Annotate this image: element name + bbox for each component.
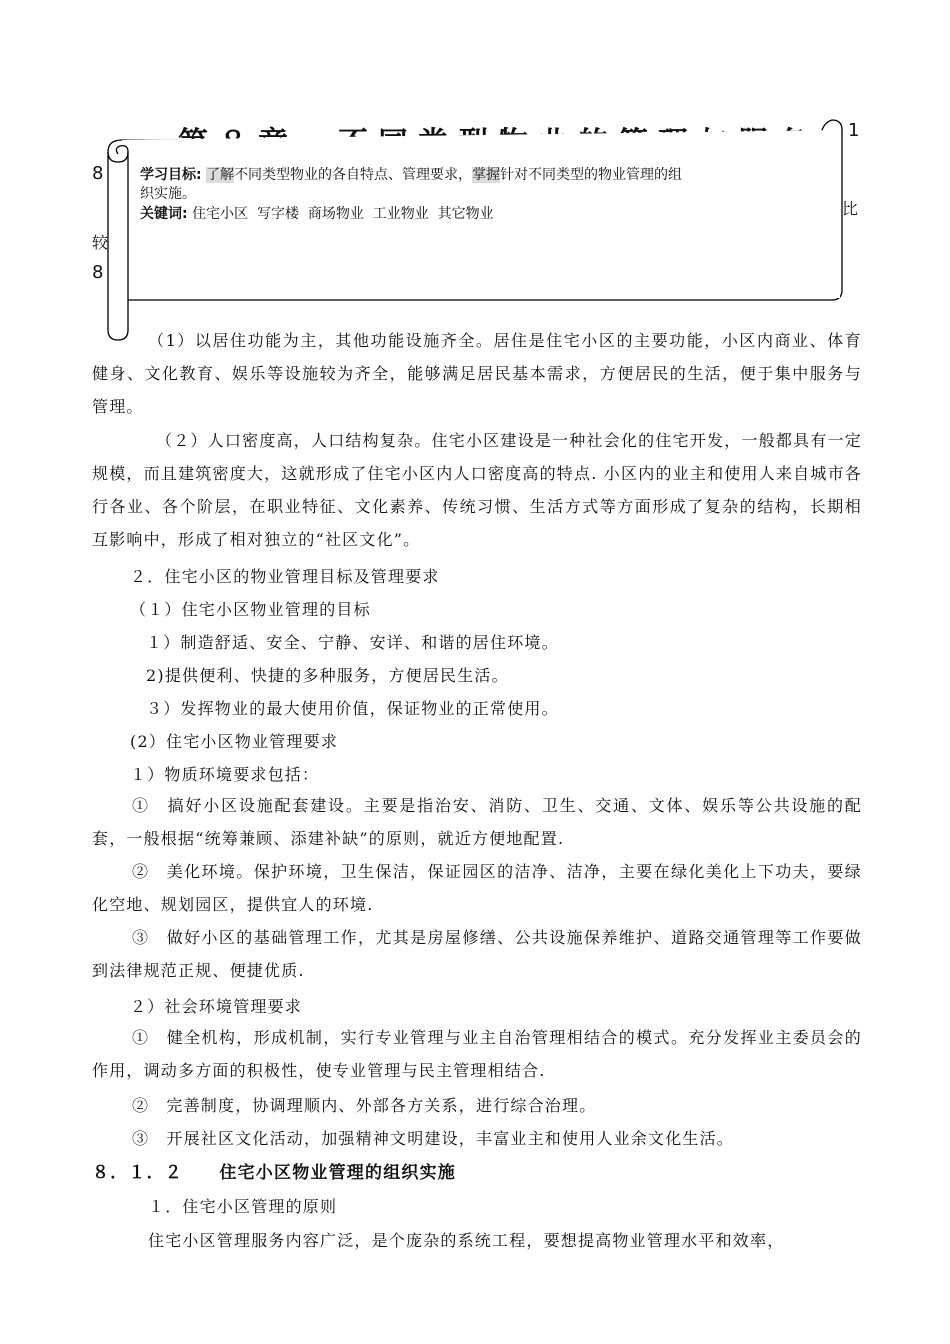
goal-item-2: 2)提供便利、快捷的多种服务，方便居民生活。 [146, 666, 509, 685]
subsection-goals: （１）住宅小区物业管理的目标 [130, 600, 371, 619]
paragraph-residential-function: （1）以居住功能为主，其他功能设施齐全。居住是住宅小区的主要功能，小区内商业、体育健身、文化教育、娱乐等设施较为齐全，能够满足居民基本需求，方便居民的生活，便于集中服务与管理。 [92, 331, 862, 416]
highlight-master: 掌握 [472, 167, 501, 183]
requirement-social-b: ② 完善制度，协调理顺内、外部各方关系，进行综合治理。 [132, 1096, 597, 1115]
requirement-physical: １）物质环境要求包括： [130, 765, 320, 784]
goal-item-1: １）制造舒适、安全、宁静、安详、和谐的居住环境。 [146, 633, 559, 652]
bleed-text-right-mid: 比 [842, 199, 859, 218]
goal-item-3: ３）发挥物业的最大使用价值，保证物业的正常使用。 [146, 699, 559, 718]
bleed-text-left-bot: 8 [92, 262, 104, 283]
principles-heading: １．住宅小区管理的原则 [148, 1197, 338, 1216]
requirement-physical-c: ③ 做好小区的基础管理工作，尤其是房屋修缮、公共设施保养维护、道路交通管理等工作要做到法律规范正规、便捷优质. [92, 928, 862, 980]
paragraph-population-density: （２）人口密度高，人口结构复杂。住宅小区建设是一种社会化的住宅开发，一般都具有一定规模，而且建筑密度大，这就形成了住宅小区内人口密度高的特点. 小区内的业主和使用人来自城市各行各业、各个阶层，在职业特征、文化素养、传统习惯、生活方式等方面形成了复杂的结构，长期相互影响中，形成了相对独立的“社区文化”。 [92, 431, 862, 549]
requirement-social-a: ① 健全机构，形成机制，实行专业管理与业主自治管理相结合的模式。充分发挥业主委员会的作用，调动多方面的积极性，使专业管理与民主管理相结合. [92, 1028, 862, 1080]
keywords-list: 住宅小区 写字楼 商场物业 工业物业 其它物业 [192, 206, 494, 222]
requirement-physical-b: ② 美化环境。保护环境，卫生保洁，保证园区的洁净、洁净，主要在绿化美化上下功夫，要绿化空地、规划园区，提供宜人的环境. [92, 862, 862, 914]
learning-goal-mid: 不同类型物业的各自特点、管理要求， [234, 167, 473, 183]
requirement-social-c: ③ 开展社区文化活动，加强精神文明建设，丰富业主和使用人业余文化生活。 [132, 1129, 735, 1148]
bleed-text-right-top: 1 [848, 120, 860, 141]
requirement-social: ２）社会环境管理要求 [130, 997, 303, 1016]
requirement-physical-a: ① 搞好小区设施配套建设。主要是指治安、消防、卫生、交通、文体、娱乐等公共设施的配套，一般根据“统筹兼顾、添建补缺”的原则，就近方便地配置. [92, 796, 862, 848]
learning-goal-line2: 织实施。 [140, 186, 196, 202]
principles-paragraph: 住宅小区管理服务内容广泛，是个庞杂的系统工程，要想提高物业管理水平和效率， [148, 1231, 785, 1250]
section-8-1-2-heading: ８．１．２ 住宅小区物业管理的组织实施 [92, 1163, 456, 1183]
keywords-line [140, 204, 494, 224]
bleed-text-left-top: 8 [92, 163, 104, 184]
section-2-heading: ２．住宅小区的物业管理目标及管理要求 [130, 567, 440, 586]
learning-goal-tail: 针对不同类型的物业管理的组 [500, 167, 683, 183]
highlight-understand: 了解 [206, 167, 235, 183]
learning-goal-line [140, 165, 682, 185]
bleed-text-left-mid: 较 [92, 233, 109, 252]
learning-goal-label: 学习目标: [140, 167, 202, 183]
subsection-requirements: (2）住宅小区物业管理要求 [130, 732, 339, 751]
keywords-label: 关键词: [140, 206, 188, 222]
